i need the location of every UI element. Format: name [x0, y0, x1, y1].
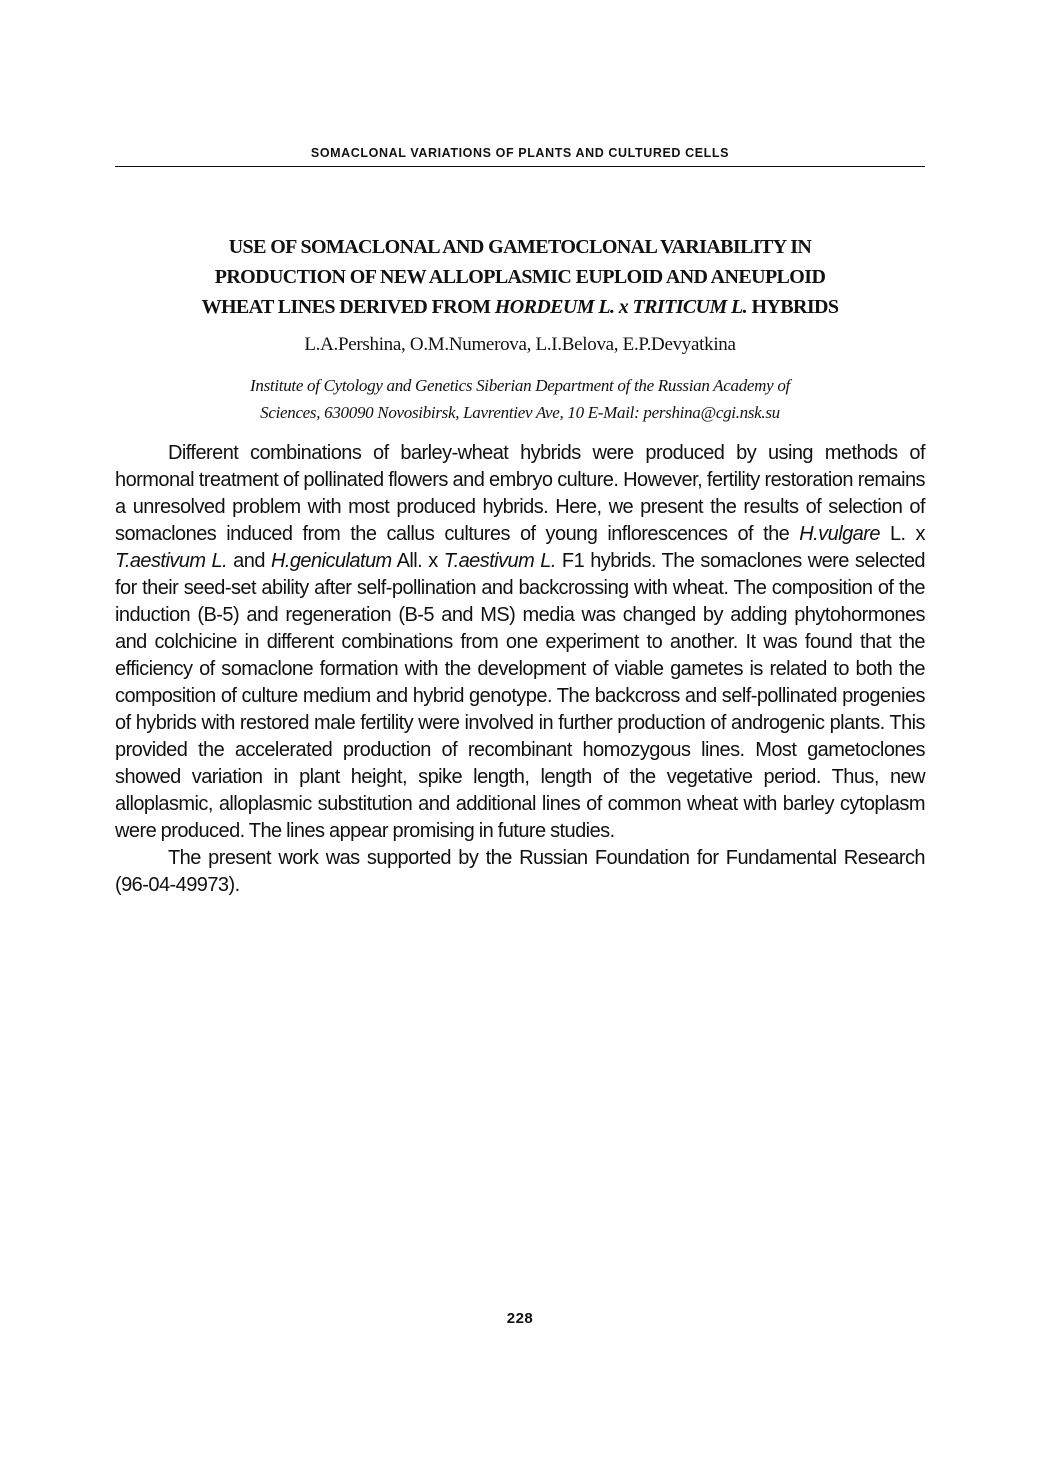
p1-species-3: H.geniculatum [270, 550, 392, 572]
affiliation [115, 372, 925, 426]
p1-species-4: T.aestivum L. [443, 550, 556, 572]
p1-text-a: Different combinations of barley-wheat hybrids were produced by using methods of hormonal treatment of pollinated flowers and embryo culture. However, fertility restoration remains a unresolved problem with most produced hybrids. Here, we present the results of selection of somaclones induced from the callus cultures of young inflorescences of the [115, 442, 925, 545]
affiliation-line-1: Institute of Cytology and Genetics Siberian Department of the Russian Academy of [250, 376, 790, 395]
author-list: L.A.Pershina, O.M.Numerova, L.I.Belova, E.P.Devyatkina [304, 334, 736, 355]
title-line-3-taxa: HORDEUM L. x TRITICUM L. [494, 296, 748, 318]
p1-text-c: and [227, 550, 271, 572]
title-line-3-suffix: HYBRIDS [747, 296, 839, 318]
p1-species-1: H.vulgare [799, 523, 880, 545]
abstract-body [115, 440, 925, 899]
p1-text-e: F1 hybrids. The somaclones were selected for their seed-set ability after self-pollination and backcrossing with wheat. The composition of the induction (B-5) and regeneration (B-5 and MS) media was changed by adding phytohormones and colchicine in different combinations from one experiment to another. It was found that the efficiency of somaclone formation with the development of viable gametes is related to both the composition of culture medium and hybrid genotype. The backcross and self-pollinated progenies of hybrids with restored male fertility were involved in further production of androgenic plants. This provided the accelerated production of recombinant homozygous lines. Most gametoclones showed variation in plant height, spike length, length of the vegetative period. Thus, new alloplasmic, alloplasmic substitution and additional lines of common wheat with barley cytoplasm were produced. The lines appear promising in future studies. [115, 550, 925, 842]
title-line-3 [115, 292, 925, 322]
p1-species-2: T.aestivum L. [115, 550, 228, 572]
abstract-paragraph-1 [115, 440, 925, 845]
title-line-1: USE OF SOMACLONAL AND GAMETOCLONAL VARIABILITY IN [228, 236, 812, 258]
affiliation-line-2: Sciences, 630090 Novosibirsk, Lavrentiev Ave, 10 E-Mail: pershina@cgi.nsk.su [260, 403, 780, 422]
title-line-2: PRODUCTION OF NEW ALLOPLASMIC EUPLOID AND ANEUPLOID [214, 266, 826, 288]
header-rule [115, 166, 925, 167]
paper-title [115, 232, 925, 322]
running-header: SOMACLONAL VARIATIONS OF PLANTS AND CULTURED CELLS [310, 146, 730, 160]
p1-text-d: All. x [391, 550, 444, 572]
page-number: 228 [506, 1310, 534, 1327]
abstract-paragraph-2: The present work was supported by the Russian Foundation for Fundamental Research (96-04-49973). [115, 847, 925, 896]
title-line-3-prefix: WHEAT LINES DERIVED FROM [201, 296, 495, 318]
p1-text-b: L. x [879, 523, 925, 545]
